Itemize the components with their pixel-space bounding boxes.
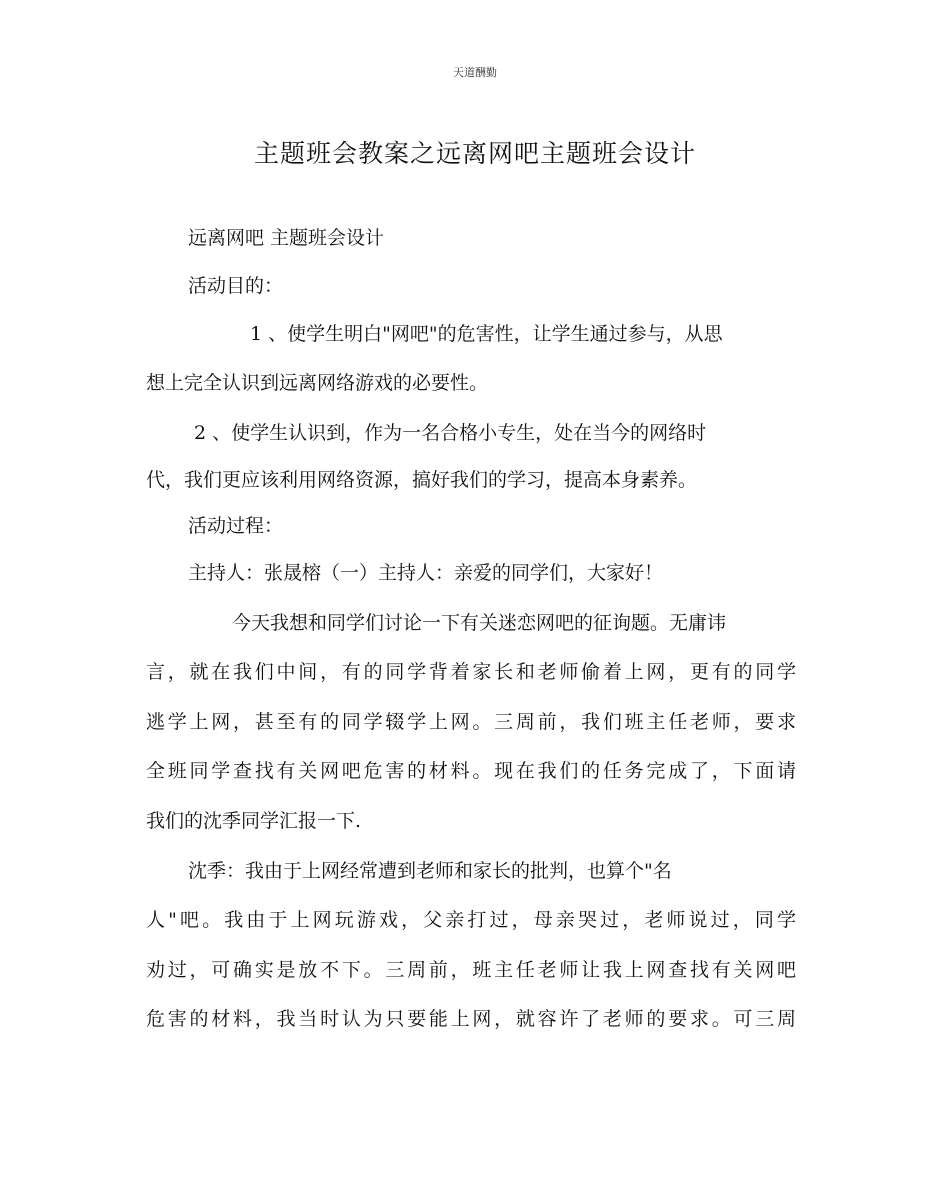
- page-header: 天道酬勤: [453, 66, 497, 79]
- section-heading-process: 活动过程：: [188, 515, 284, 537]
- paragraph-line: 全班同学查找有关网吧危害的材料。现在我们的任务完成了，下面请: [146, 760, 796, 782]
- document-body: [146, 222, 796, 1053]
- paragraph-line: 想上完全认识到远离网络游戏的必要性。: [146, 372, 489, 394]
- section-heading-purpose: 活动目的：: [188, 275, 284, 297]
- paragraph-line: 代，我们更应该利用网络资源，搞好我们的学习，提高本身素养。: [146, 469, 698, 491]
- paragraph-line: 逃学上网，甚至有的同学辍学上网。三周前，我们班主任老师，要求: [146, 711, 796, 733]
- paragraph-line: 我们的沈季同学汇报一下.: [146, 810, 362, 832]
- paragraph-line: 言，就在我们中间，有的同学背着家长和老师偷着上网，更有的同学: [146, 661, 796, 683]
- paragraph-line: 沈季：我由于上网经常遭到老师和家长的批判，也算个"名: [188, 860, 672, 882]
- subtitle-line: 远离网吧 主题班会设计: [188, 227, 385, 249]
- paragraph-line: 危害的材料，我当时认为只要能上网，就容许了老师的要求。可三周: [146, 1008, 796, 1030]
- paragraph-line: 2 、使学生认识到，作为一名合格小专生，处在当今的网络时: [194, 422, 707, 444]
- paragraph-line: 1 、使学生明白"网吧"的危害性，让学生通过参与，从思: [250, 323, 723, 345]
- paragraph-line: 主持人：张晟榕（一）主持人：亲爱的同学们，大家好！: [188, 562, 664, 584]
- paragraph-line: 人"吧。我由于上网玩游戏，父亲打过，母亲哭过，老师说过，同学: [146, 909, 796, 931]
- document-title: 主题班会教案之远离网吧主题班会设计: [253, 139, 696, 168]
- paragraph-line: 劝过，可确实是放不下。三周前，班主任老师让我上网查找有关网吧: [146, 959, 796, 981]
- paragraph-line: 今天我想和同学们讨论一下有关迷恋网吧的征询题。无庸讳: [232, 612, 727, 634]
